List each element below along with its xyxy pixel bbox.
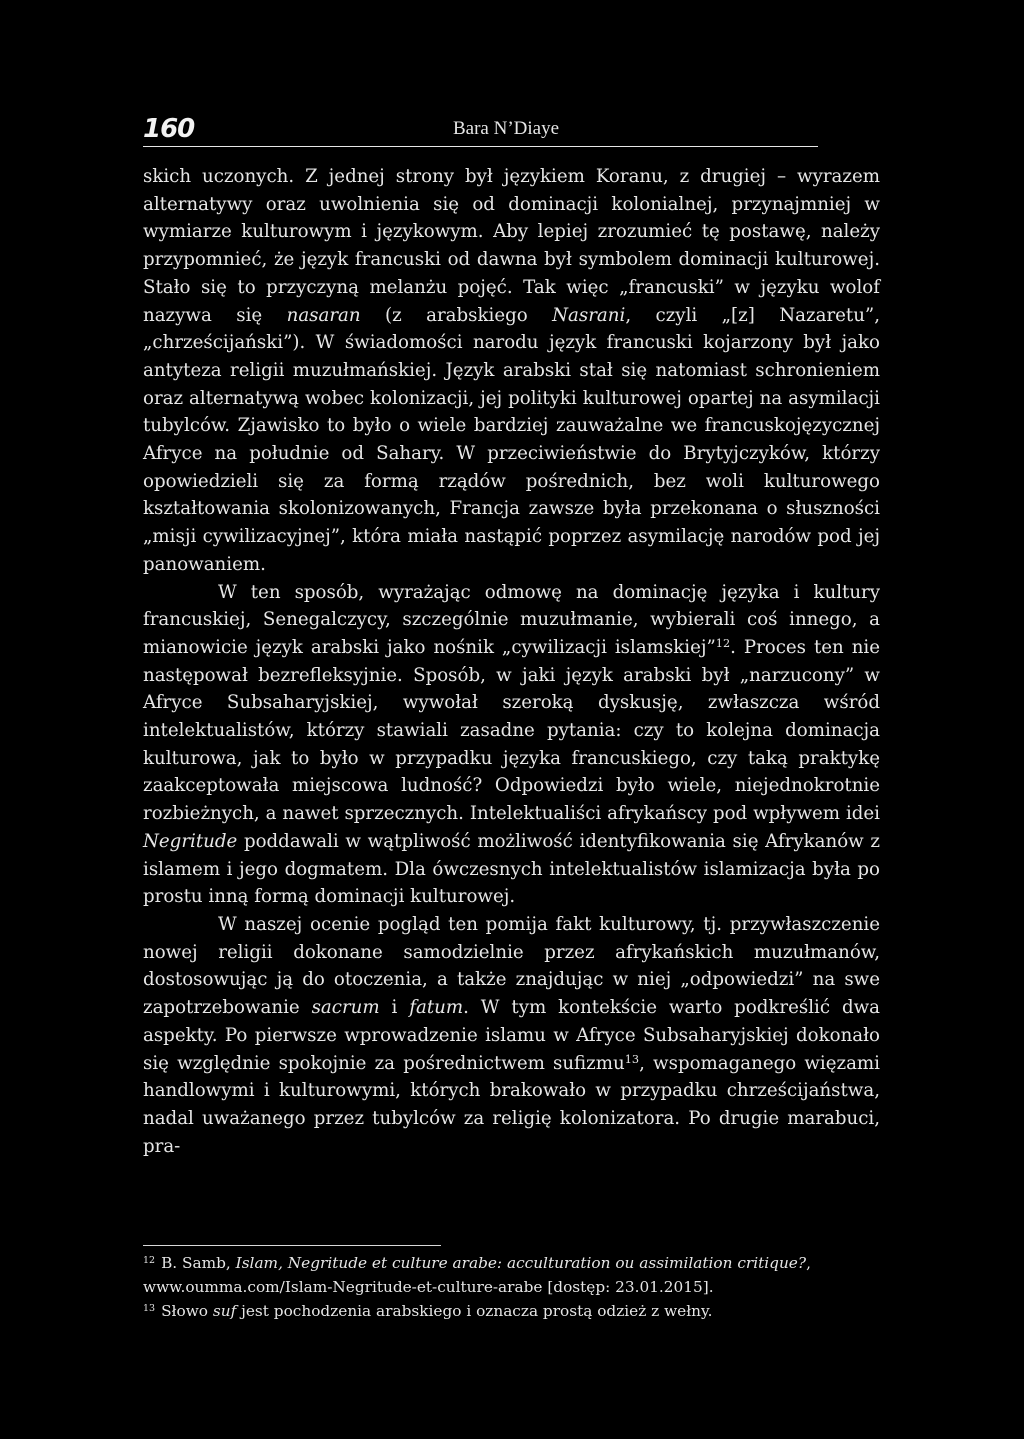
footnote: $^{13}$ Słowo suf jest pochodzenia arabskiego i oznacza prostą odzież z wełny. (143, 1302, 713, 1320)
footnotes (143, 1251, 880, 1323)
footnote-separator (143, 1245, 441, 1246)
footnote-reference: 13 (624, 1052, 640, 1066)
running-head-author: Bara N’Diaye (453, 118, 560, 139)
paragraph: skich uczonych. Z jednej strony był językiem Koranu, z drugiej – wyrazem alternatywy oraz uwolnienia się od dominacji kolonialnej, przynajmniej w wymiarze kulturowym i językowym. Aby lepiej zrozumieć tę postawę, należy przypomnieć, że język francuski od dawna był symbolem dominacji kulturowej. Stało się to przyczyną melanżu pojęć. Tak więc „francuski” w języku wolof nazywa się nasaran (z arabskiego Nasrani, czyli „[z] Nazaretu”, „chrześcijański”). W świadomości narodu język francuski kojarzony był jako antyteza religii muzułmańskiej. Język arabski stał się natomiast schronieniem oraz alternatywą wobec kolonizacji, jej polityki kulturowej opartej na asymilacji tubylców. Zjawisko to było o wiele bardziej zauważalne we francuskojęzycznej Afryce na południe od Sahary. W przeciwieństwie do Brytyjczyków, którzy opowiedzieli się za formą rządów pośrednich, bez woli kulturowego kształtowania skolonizowanych, Francja zawsze była przekonana o słuszności „misji cywilizacyjnej”, która miała nastąpić poprzez asymilację narodów pod jej panowaniem. (143, 166, 880, 575)
footnote-reference: 12 (715, 636, 731, 650)
footnote: $^{12}$ B. Samb, Islam, Negritude et culture arabe: acculturation ou assimilation critique?, www.oumma.com/Islam-Negritude-et-culture-arabe [dostęp: 23.01.2015]. (143, 1254, 811, 1296)
page-header (143, 112, 818, 147)
footnote-number: 12 (143, 1254, 156, 1266)
paragraph: W naszej ocenie pogląd ten pomija fakt kulturowy, tj. przywłaszczenie nowej religii dokonane samodzielnie przez afrykańskich muzułmanów, dostosowując ją do otoczenia, a także znajdując w niej „odpowiedzi” na swe zapotrzebowanie sacrum i fatum. W tym kontekście warto podkreślić dwa aspekty. Po pierwsze wprowadzenie islamu w Afryce Subsaharyjskiej dokonało się względnie spokojnie za pośrednictwem sufizmu$^{13}$, wspomaganego więzami handlowymi i kulturowymi, których brakowało w przypadku chrześcijaństwa, nadal uważanego przez tubylców za religię kolonizatora. Po drugie marabuci, pra- (143, 913, 880, 1157)
body-text (143, 163, 880, 1160)
footnote-number: 13 (143, 1302, 156, 1314)
paragraph: W ten sposób, wyrażając odmowę na dominację języka i kultury francuskiej, Senegalczycy, szczególnie muzułmanie, wybierali coś innego, a mianowicie język arabski jako nośnik „cywilizacji islamskiej”$^{12}$. Proces ten nie następował bezrefleksyjnie. Sposób, w jaki język arabski był „narzucony” w Afryce Subsaharyjskiej, wywołał szeroką dyskusję, zwłaszcza wśród intelektualistów, którzy stawiali zasadne pytania: czy to kolejna dominacja kulturowa, jak to było w przypadku języka francuskiego, czy taką praktykę zaakceptowała miejscowa ludność? Odpowiedzi było wiele, niejednokrotnie rozbieżnych, a nawet sprzecznych. Intelektualiści afrykańscy pod wpływem idei Negritude poddawali w wątpliwość możliwość identyfikowania się Afrykanów z islamem i jego dogmatem. Dla ówczesnych intelektualistów islamizacja była po prostu inną formą dominacji kulturowej. (143, 581, 880, 908)
page-number: 160 (143, 114, 195, 144)
